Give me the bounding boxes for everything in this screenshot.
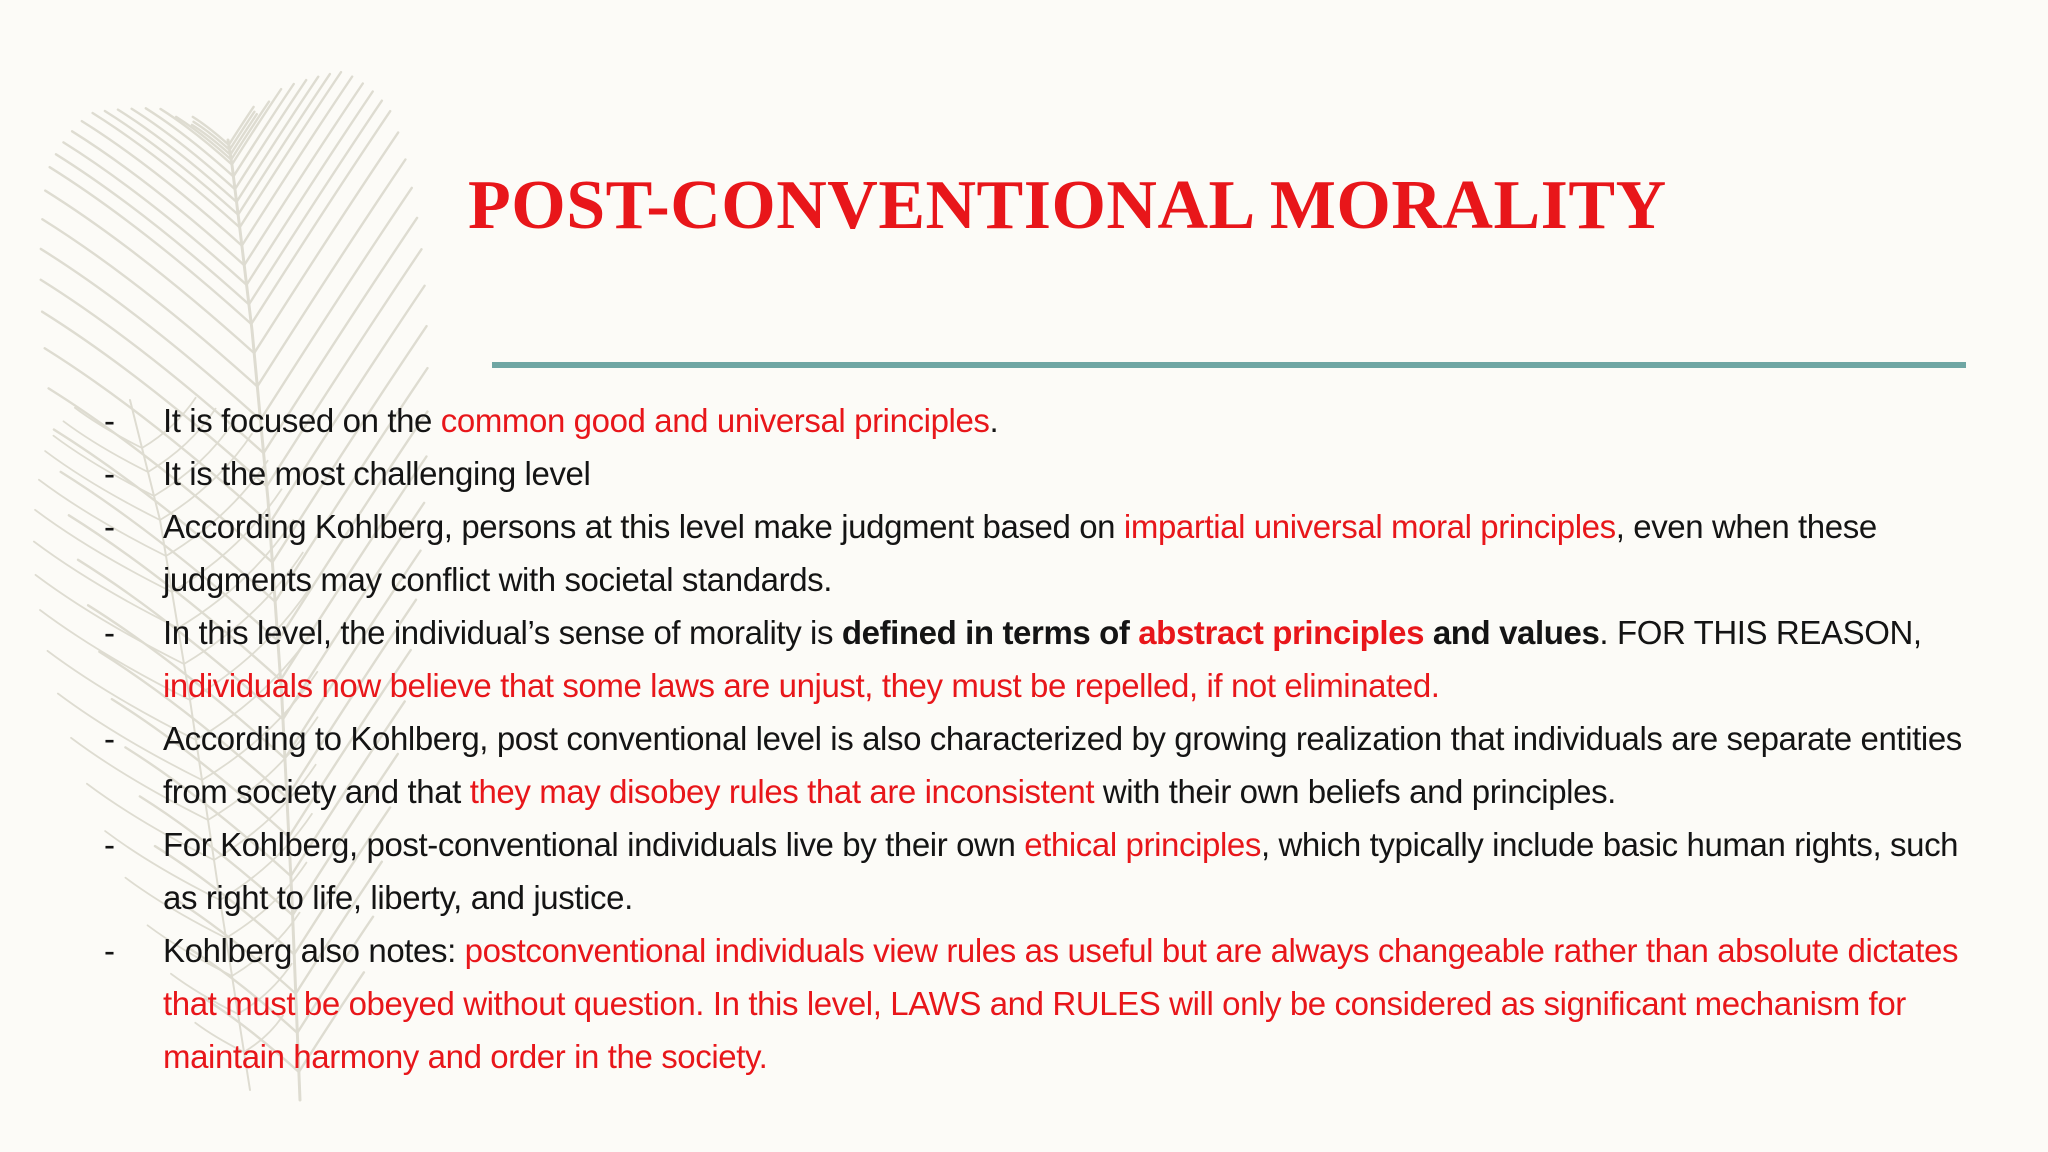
- bullet-text-segment: , which typically include basic human rights, such as right to life, liberty, and justice.: [163, 826, 1959, 916]
- bullet-text-segment: abstract principles: [1138, 614, 1425, 651]
- bullet-text-segment: individuals now believe that some laws are unjust, they must be repelled, if not eliminated.: [163, 667, 1440, 704]
- bullet-text-segment: According to Kohlberg, post conventional level is also characterized by growing realization that individuals are separate entities from society and that: [163, 720, 1962, 810]
- bullet-text-segment: with their own beliefs and principles.: [1094, 773, 1616, 810]
- bullet-dash: -: [104, 508, 115, 545]
- bullet-dash: -: [104, 402, 115, 439]
- bullet-dash: -: [104, 455, 115, 492]
- bullet-item: [100, 924, 1980, 1083]
- bullet-item: [100, 447, 1980, 500]
- bullet-text-segment: . FOR THIS REASON,: [1599, 614, 1922, 651]
- bullet-text-segment: .: [989, 402, 999, 439]
- bullet-text-segment: they may disobey rules that are inconsistent: [469, 773, 1095, 810]
- bullet-dash: -: [104, 720, 115, 757]
- bullet-item: [100, 394, 1980, 447]
- bullet-text-segment: Kohlberg also notes:: [163, 932, 465, 969]
- bullet-list: [100, 394, 1980, 1083]
- bullet-text-segment: ethical principles: [1024, 826, 1261, 863]
- bullet-item: [100, 500, 1980, 606]
- bullet-text-segment: , even when these judgments may conflict with societal standards.: [163, 508, 1877, 598]
- bullet-text-segment: According Kohlberg, persons at this level make judgment based on: [163, 508, 1124, 545]
- slide-title: POST-CONVENTIONAL MORALITY: [468, 167, 1667, 244]
- bullet-text-segment: defined in terms of: [841, 614, 1139, 651]
- bullet-text-segment: postconventional individuals view rules as useful but are always changeable rather than absolute dictates that must be obeyed without question. In this level, LAWS and RULES will only be considered as significant mechanism for maintain harmony and order in the society.: [163, 932, 1959, 1075]
- bullet-dash: -: [104, 614, 115, 651]
- bullet-text-segment: common good and universal principles: [440, 402, 990, 439]
- bullet-dash: -: [104, 932, 115, 969]
- title-divider: [492, 362, 1966, 368]
- bullet-item: [100, 712, 1980, 818]
- bullet-text-segment: In this level, the individual’s sense of morality is: [163, 614, 842, 651]
- bullet-item: [100, 606, 1980, 712]
- bullet-text-segment: For Kohlberg, post-conventional individuals live by their own: [163, 826, 1025, 863]
- bullet-item: [100, 818, 1980, 924]
- bullet-text-segment: impartial universal moral principles: [1123, 508, 1616, 545]
- bullet-text-segment: It is focused on the: [163, 402, 441, 439]
- bullet-text-segment: and values: [1424, 614, 1600, 651]
- bullet-dash: -: [104, 826, 115, 863]
- bullet-text-segment: It is the most challenging level: [163, 455, 591, 492]
